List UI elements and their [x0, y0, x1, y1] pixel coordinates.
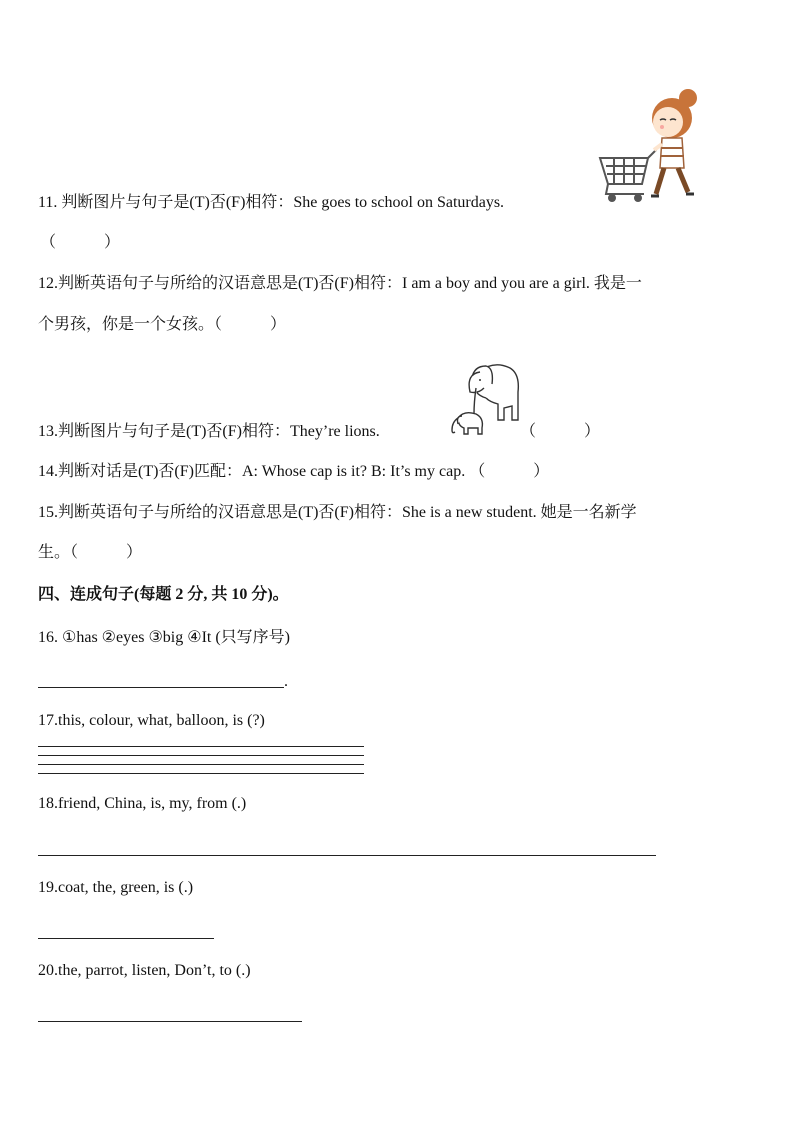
elephants-illustration	[444, 358, 524, 440]
answer-line-17a[interactable]	[38, 746, 364, 747]
answer-line-16-period: .	[284, 673, 288, 690]
question-11: 11. 判断图片与句子是(T)否(F)相符：She goes to school on Saturdays.	[38, 194, 505, 211]
answer-line-17d[interactable]	[38, 773, 364, 774]
question-18: 18.friend, China, is, my, from (.)	[38, 795, 247, 812]
question-19: 19.coat, the, green, is (.)	[38, 879, 194, 896]
answer-blank-13[interactable]: （ ）	[520, 423, 601, 440]
girl-shopping-cart-illustration	[596, 86, 706, 208]
answer-line-16[interactable]	[38, 687, 284, 688]
answer-line-20[interactable]	[38, 1021, 302, 1022]
question-12-line2: 个男孩，你是一个女孩。（ ）	[38, 316, 287, 333]
question-14: 14.判断对话是(T)否(F)匹配：A: Whose cap is it? B: It’s my cap. （ ）	[38, 463, 550, 480]
answer-line-19[interactable]	[38, 938, 214, 939]
question-15-line1: 15.判断英语句子与所给的汉语意思是(T)否(F)相符：She is a new student. 她是一名新学	[38, 504, 637, 521]
answer-line-17c[interactable]	[38, 764, 364, 765]
question-20: 20.the, parrot, listen, Don’t, to (.)	[38, 962, 251, 979]
question-13: 13.判断图片与句子是(T)否(F)相符：They’re lions.	[38, 423, 380, 440]
answer-blank-11[interactable]: （ ）	[40, 234, 121, 251]
answer-line-17b[interactable]	[38, 755, 364, 756]
answer-line-18[interactable]	[38, 855, 656, 856]
question-15-line2: 生。（ ）	[38, 544, 143, 561]
section-4-heading: 四、连成句子(每题 2 分, 共 10 分)。	[38, 586, 289, 603]
question-16: 16. ①has ②eyes ③big ④It (只写序号)	[38, 629, 291, 646]
question-17: 17.this, colour, what, balloon, is (?)	[38, 712, 265, 729]
question-12-line1: 12.判断英语句子与所给的汉语意思是(T)否(F)相符：I am a boy and you are a girl. 我是一	[38, 275, 642, 292]
